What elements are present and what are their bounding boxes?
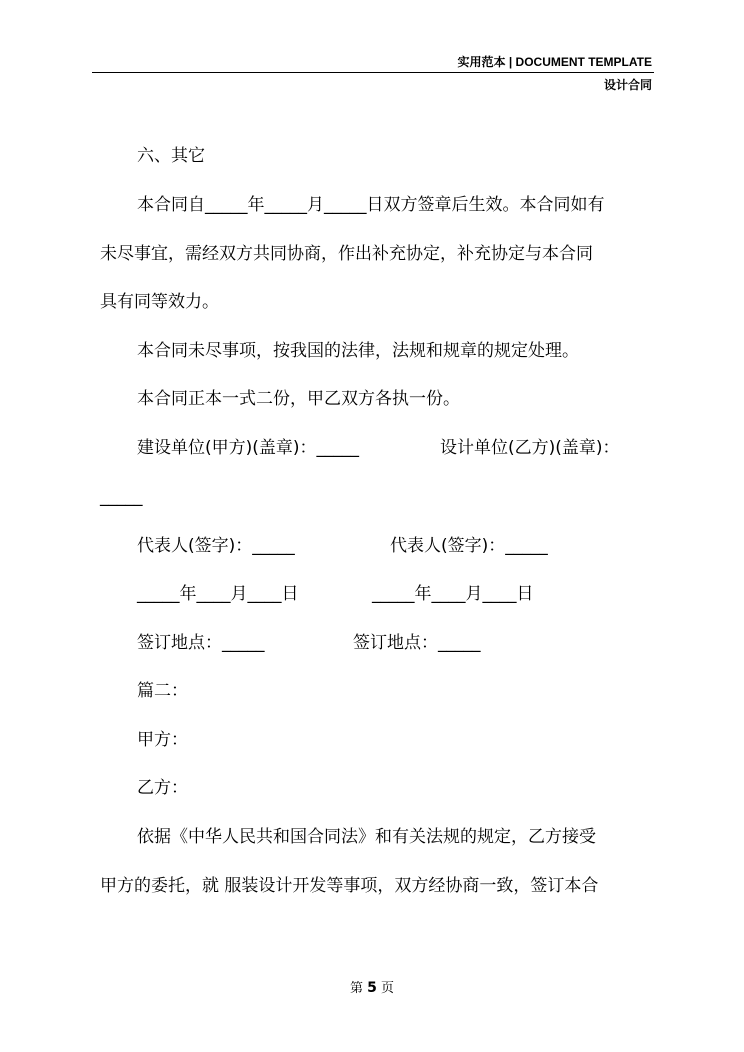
paragraph-line: 本合同正本一式二份，甲乙双方各执一份。 bbox=[137, 389, 460, 409]
footer-suffix: 页 bbox=[381, 981, 395, 996]
party-b-representative: 代表人(签字)：_____ bbox=[390, 536, 548, 556]
party-a-label: 甲方： bbox=[137, 730, 188, 750]
header-title: 实用范本 | DOCUMENT TEMPLATE bbox=[457, 55, 652, 69]
section-heading: 篇二： bbox=[137, 681, 188, 701]
section-heading: 六、其它 bbox=[137, 146, 205, 166]
footer-prefix: 第 bbox=[349, 981, 363, 996]
party-a-place: 签订地点：_____ bbox=[137, 633, 265, 653]
party-a-representative: 代表人(签字)：_____ bbox=[137, 536, 295, 556]
party-a-date: _____年____月____日 bbox=[137, 584, 299, 604]
paragraph-line: 甲方的委托，就 服装设计开发等事项，双方经协商一致，签订本合 bbox=[100, 876, 599, 896]
party-b-label: 乙方： bbox=[137, 778, 188, 798]
party-b-seal: 设计单位(乙方)(盖章)： bbox=[440, 438, 620, 458]
header-subtitle: 设计合同 bbox=[603, 78, 652, 92]
party-a-seal: 建设单位(甲方)(盖章)：_____ bbox=[137, 438, 360, 458]
party-b-place: 签订地点：_____ bbox=[353, 633, 481, 653]
paragraph-line: 具有同等效力。 bbox=[100, 292, 219, 312]
page-number: 5 bbox=[367, 980, 377, 996]
paragraph-line: 未尽事宜，需经双方共同协商，作出补充协定，补充协定与本合同 bbox=[100, 244, 593, 264]
paragraph-line: 依据《中华人民共和国合同法》和有关法规的规定，乙方接受 bbox=[137, 827, 596, 847]
page-footer bbox=[0, 977, 744, 996]
paragraph-line: 本合同未尽事项，按我国的法律，法规和规章的规定处理。 bbox=[137, 341, 579, 361]
signature-blank: _____ bbox=[100, 487, 143, 507]
party-b-date: _____年____月____日 bbox=[372, 584, 534, 604]
header-divider bbox=[92, 72, 654, 73]
paragraph-line: 本合同自_____年_____月_____日双方签章后生效。本合同如有 bbox=[137, 195, 605, 215]
